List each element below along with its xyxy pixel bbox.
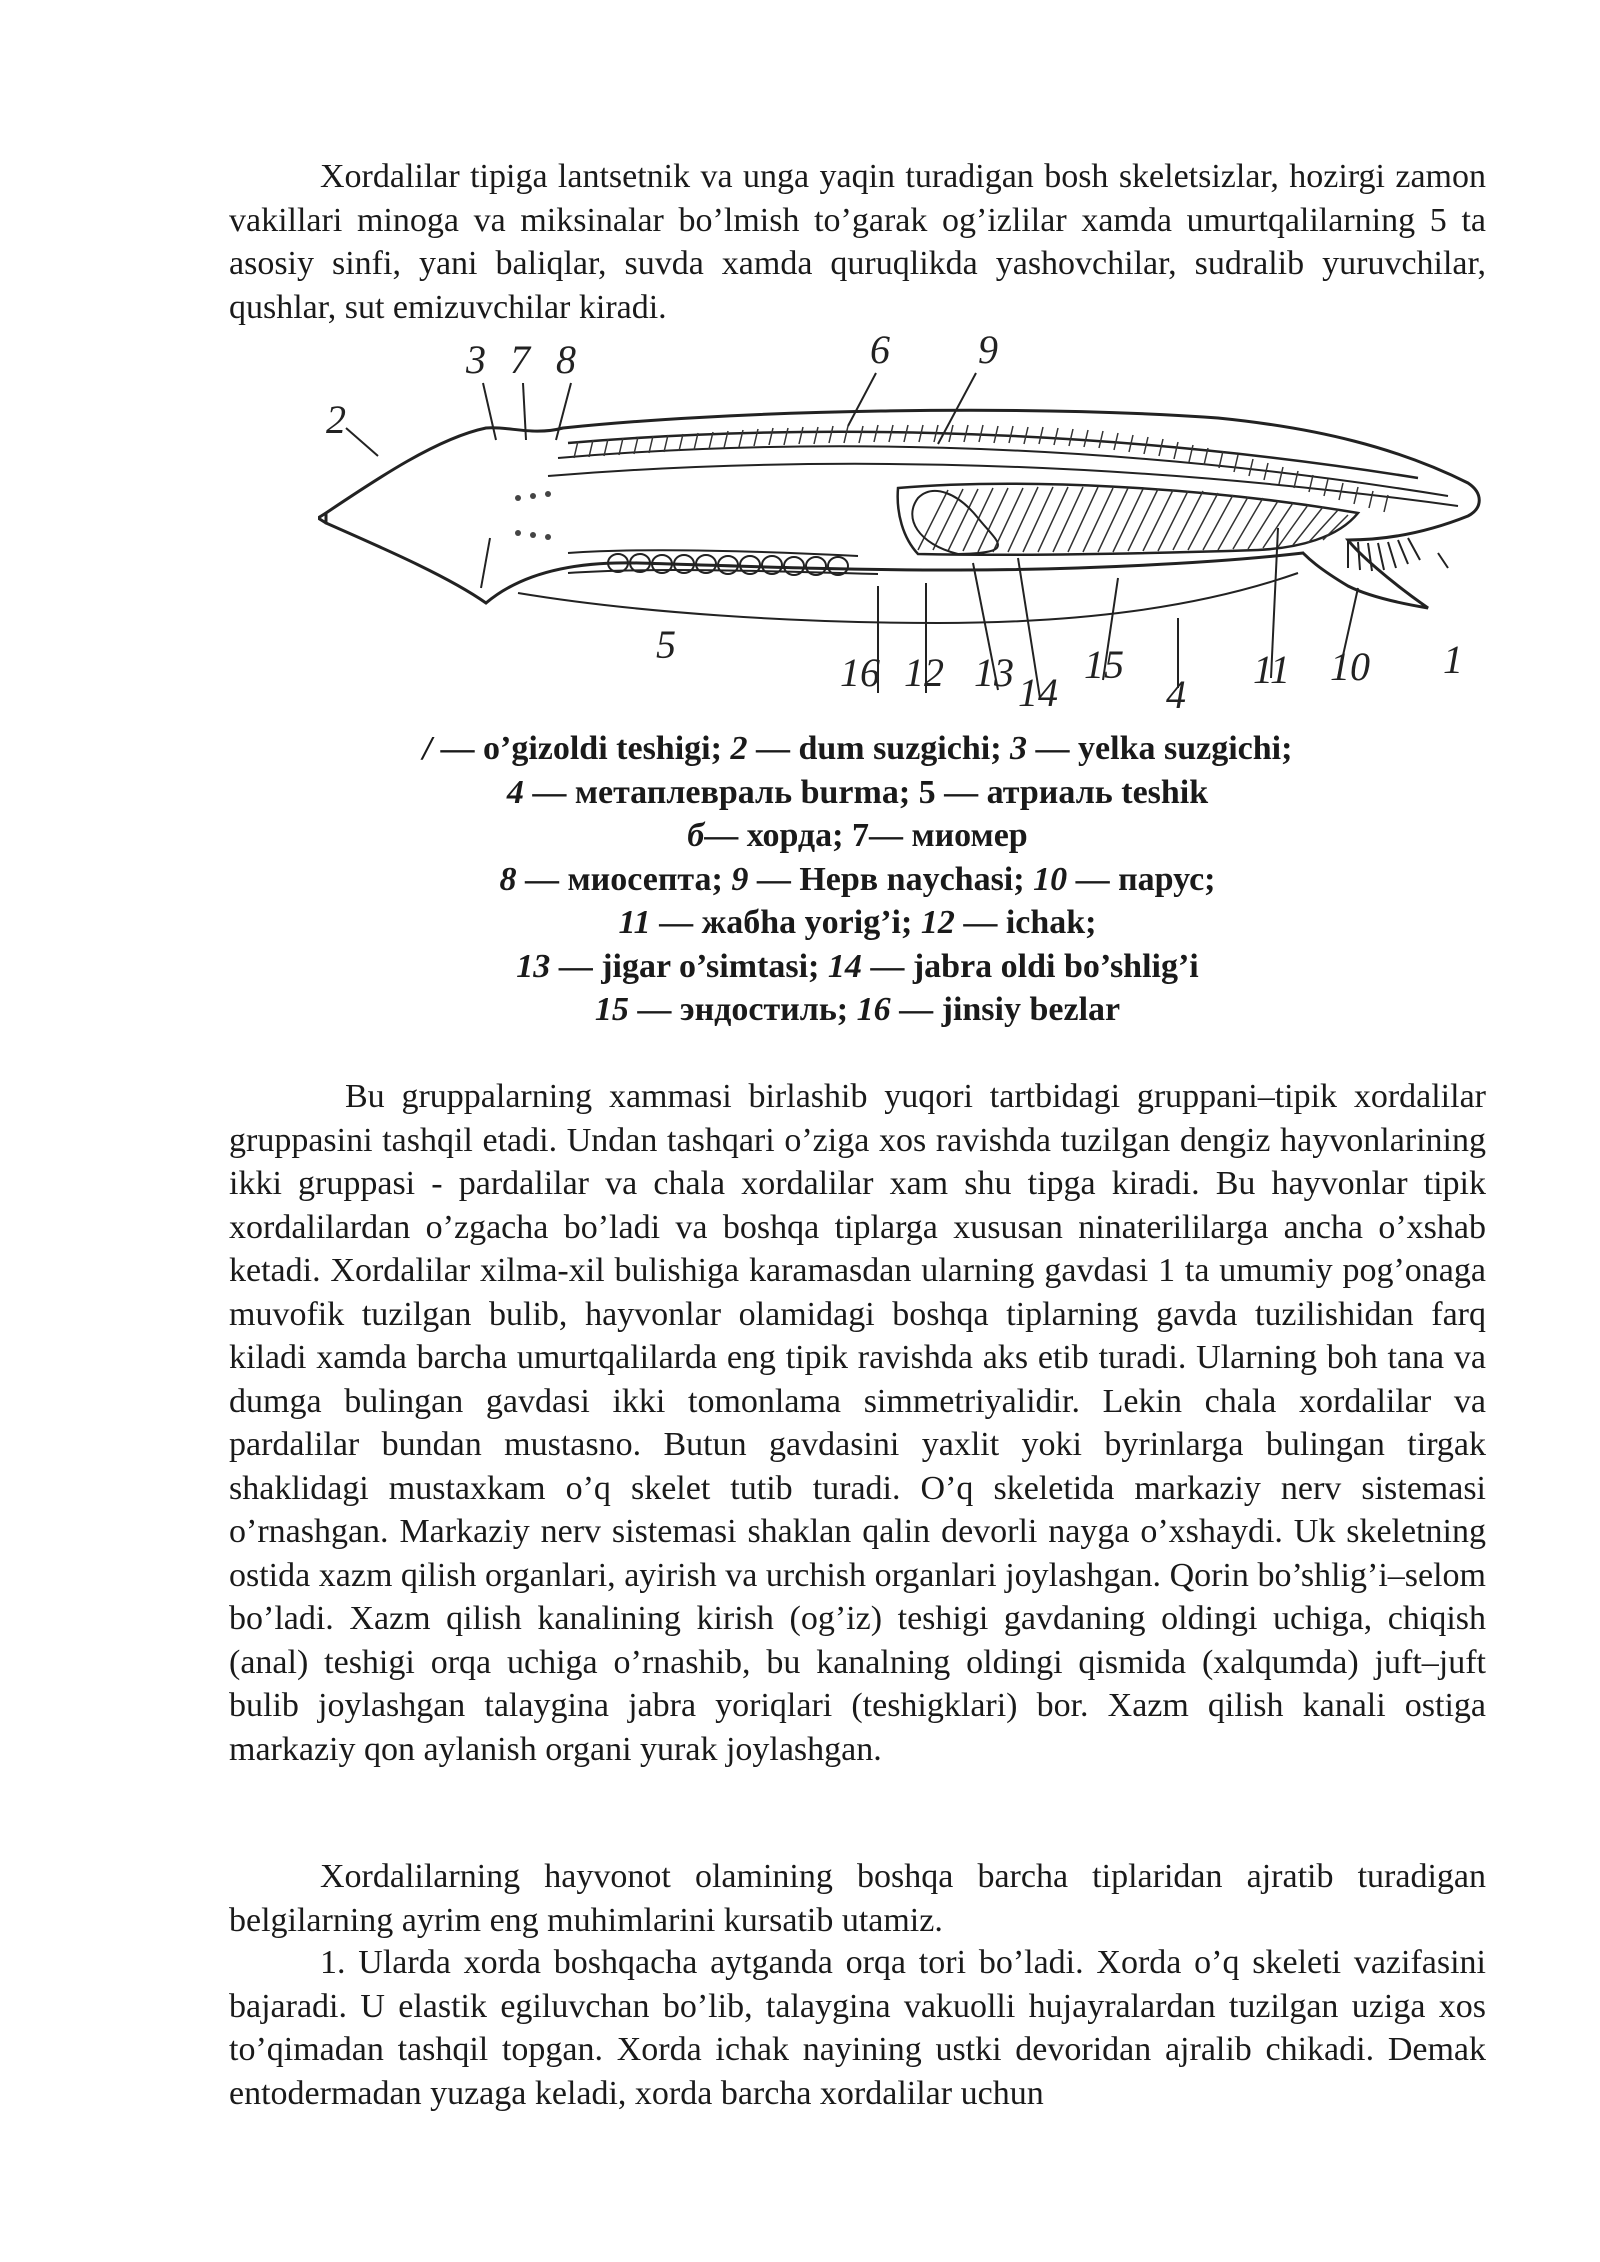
- caption-line-6: [229, 945, 1486, 989]
- caption-text: — yelka suzgichi;: [1027, 730, 1293, 767]
- fig-label-4: 4: [1166, 672, 1186, 717]
- caption-num: 4: [506, 773, 524, 811]
- caption-num: 10: [1033, 860, 1068, 898]
- fig-label-8: 8: [556, 337, 576, 382]
- caption-num: 16: [856, 991, 891, 1028]
- caption-text: — эндостиль;: [628, 991, 857, 1028]
- metapleural-fold: [518, 573, 1298, 623]
- lancelet-drawing: [318, 318, 1498, 718]
- caption-line-2: [229, 771, 1486, 815]
- caption-text: — жабhа yorig’i;: [650, 904, 921, 941]
- caption-text: — jinsiy bezlar: [890, 991, 1121, 1028]
- caption-num: 3: [1010, 730, 1028, 767]
- caption-text: — парус;: [1067, 860, 1216, 898]
- fig-label-13: 13: [974, 650, 1014, 695]
- fig-label-12: 12: [904, 650, 944, 695]
- caption-text: — хорда; 7— миомер: [704, 817, 1028, 854]
- dorsal-fin-rays: [515, 491, 551, 540]
- body-paragraph-3: 1. Ularda xorda boshqacha aytganda orqa tori bo’ladi. Xorda o’q skeleti vazifasini bajaradi. U elastik egiluvchan bo’lib, talaygina vakuolli hujayralardan tuzilgan uziga xos to’qimadan tashqil topgan. Xorda ichak nayining ustki devoridan ajralib chikadi. Demak entodermadan yuzaga keladi, xorda barcha xordalilar uchun: [229, 1944, 1486, 2112]
- intro-paragraph: Xordalilar tipiga lantsetnik va unga yaqin turadigan bosh skeletsizlar, hozirgi zamon vakillari minoga va miksinalar bo’lmish to’garak og’izlilar xamda umurtqalilarning 5 ta asosiy sinfi, yani baliqlar, suvda xamda quruqlikda yashovchilar, sudralib yuruvchilar, qushlar, sut emizuvchilar kiradi.: [229, 158, 1486, 326]
- fig-label-10: 10: [1330, 644, 1370, 689]
- caption-num: 9: [731, 860, 749, 898]
- fig-label-16: 16: [840, 650, 880, 695]
- fig-label-1: 1: [1443, 637, 1463, 682]
- caption-text: — jigar o’simtasi;: [550, 947, 828, 985]
- caption-text: — метаплевраль burma; 5 — атриаль teshik: [523, 773, 1209, 811]
- caption-num: /: [422, 730, 432, 767]
- caption-num: 13: [516, 947, 551, 985]
- figure-caption: [229, 727, 1486, 1032]
- caption-num: 2: [730, 730, 748, 767]
- fig-label-7: 7: [510, 337, 530, 382]
- fig-label-2: 2: [326, 397, 346, 442]
- nerve-cord: [568, 432, 1418, 478]
- caption-num: 11: [618, 904, 651, 941]
- fig-label-15: 15: [1084, 642, 1124, 687]
- oral-cirri: [1348, 538, 1420, 571]
- body-outline: [326, 410, 1479, 608]
- fig-label-6: 6: [870, 327, 890, 372]
- caption-line-3: [229, 814, 1486, 858]
- caption-text: — o’gizoldi teshigi;: [432, 730, 731, 767]
- caption-num: 8: [499, 860, 517, 898]
- caption-num: 15: [594, 991, 629, 1028]
- body-paragraph-2: Xordalilarning hayvonot olamining boshqa barcha tiplaridan ajratib turadigan belgilarning ayrim eng muhimlarini kursatib utamiz.: [229, 1858, 1486, 1939]
- caption-num: 14: [827, 947, 862, 985]
- fig-label-11: 11: [1253, 647, 1291, 692]
- fig-label-14: 14: [1018, 670, 1058, 715]
- caption-num: 12: [920, 904, 955, 941]
- gill-slits-hatching: [918, 487, 1348, 552]
- caption-line-5: [229, 901, 1486, 945]
- fig-label-3: 3: [466, 337, 486, 382]
- liver-diverticulum: [912, 491, 998, 554]
- lancelet-anatomy-figure: [318, 318, 1498, 718]
- caption-line-7: [229, 988, 1486, 1032]
- fig-label-9: 9: [978, 327, 998, 372]
- caption-text: — jabra oldi bo’shlig’i: [861, 947, 1199, 985]
- caption-line-1: [229, 727, 1486, 771]
- caption-text: — ichak;: [954, 904, 1097, 941]
- caption-text: — миосепта;: [516, 860, 732, 898]
- caption-text: — Нерв naychasi;: [748, 860, 1034, 898]
- caption-num: б: [687, 817, 705, 854]
- body-paragraph-1: Bu gruppalarning xammasi birlashib yuqori tartbidagi gruppani–tipik xordalilar gruppasini tashqil etadi. Undan tashqari o’ziga xos ravishda tuzilgan dengiz hayvonlarining ikki gruppasi - pardalilar va chala xordalilar xam shu tipga kiradi. Bu hayvonlar tipik xordalilardan o’zgacha bo’ladi va boshqa tiplarga xususan ninaterililarga ancha o’xshab ketadi. Xordalilar xilma-xil bulishiga karamasdan ularning gavdasi 1 ta umumiy pog’onaga muvofik tuzilgan bulib, hayvonlar olamidagi boshqa tiplarning gavda tuzilishidan farq kiladi xamda barcha umurtqalilarda eng tipik ravishda aks etib turadi. Ularning boh tana va dumga bulingan gavdasi ikki tomonlama simmetriyalidir. Lekin chala xordalilar va pardalilar bundan mustasno. Butun gavdasini yaxlit yoki byrinlarga bulingan tirgak shaklidagi mustaxkam o’q skelet tutib turadi. O’q skeletida markaziy nerv sistemasi o’rnashgan. Markaziy nerv sistemasi shaklan qalin devorli nayga o’xshaydi. Uk skeletning ostida xazm qilish organlari, ayirish va urchish organlari joylashgan. Qorin bo’shlig’i–selom bo’ladi. Xazm qilish kanalining kirish (og’iz) teshigi gavdaning oldingi uchiga, chiqish (anal) teshigi orqa uchiga o’rnashib, bu kanalning oldingi qismida (xalqumda) juft–juft bulib joylashgan talaygina jabra yoriqlari (teshigklari) bor. Xazm qilish kanali ostiga markaziy qon aylanish organi yurak joylashgan.: [229, 1078, 1486, 1768]
- caption-line-4: [229, 858, 1486, 902]
- caption-text: — dum suzgichi;: [747, 730, 1011, 767]
- fig-label-5: 5: [656, 622, 676, 667]
